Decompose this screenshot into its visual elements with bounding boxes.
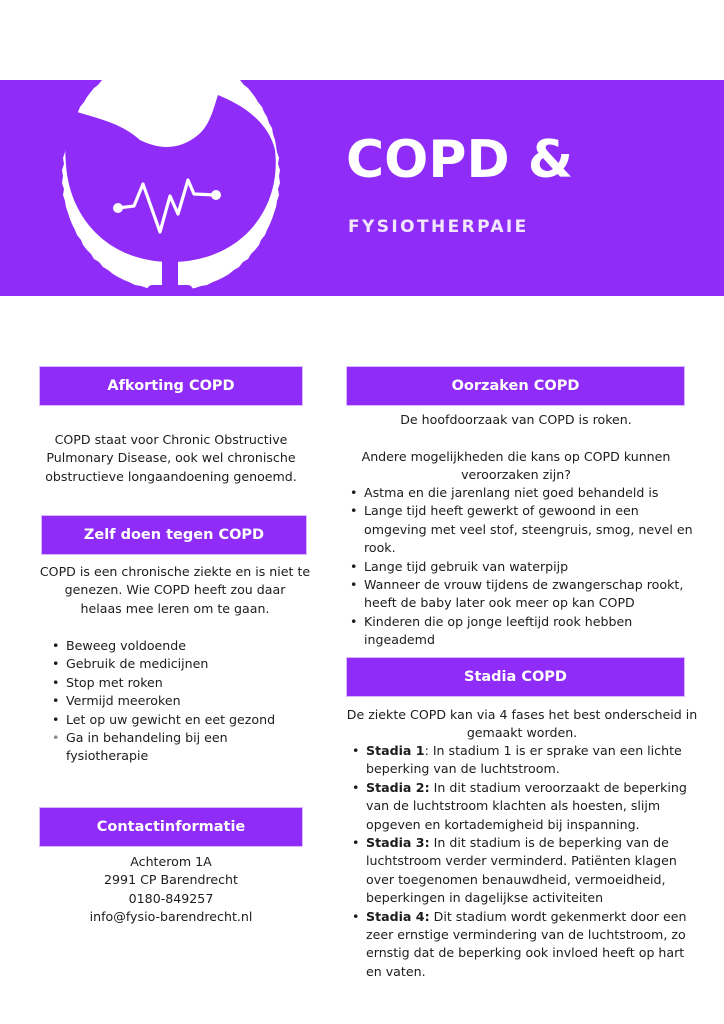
oorzaken-list xyxy=(344,484,694,650)
list-item: • Beweeg voldoende xyxy=(46,637,306,655)
list-item: • Stop met roken xyxy=(46,674,306,692)
oorzaken-main-cause: De hoofdoorzaak van COPD is roken. xyxy=(400,412,632,427)
list-item xyxy=(346,779,696,834)
section-heading-afkorting: Afkorting COPD xyxy=(40,367,302,405)
text-line: COPD is een chronische ziekte en is niet te xyxy=(39,564,311,579)
stadia-label: Stadia 2: xyxy=(366,779,430,795)
section-heading-stadia: Stadia COPD xyxy=(347,658,684,696)
text-line: COPD staat voor Chronic Obstructive xyxy=(54,432,288,447)
stadia-label: Stadia 1 xyxy=(366,743,425,758)
stadia-text: In dit stadium veroorzaakt de beperking van de luchtstroom klachten als hoesten, slijm opgeven en kortademigheid bij inspanning. xyxy=(366,779,687,832)
list-item: • Wanneer de vrouw tijdens de zwangerschap rookt, heeft de baby later ook meer op kan COPD xyxy=(344,576,694,613)
stadia-list xyxy=(346,742,696,981)
list-item: • Ga in behandeling bij een fysiotherapie xyxy=(46,729,306,766)
list-item xyxy=(346,834,696,908)
text-line: helaas mee leren om te gaan. xyxy=(80,600,270,616)
page-subtitle: FYSIOTHERPAIE xyxy=(348,217,529,237)
text-line: Pulmonary Disease, ook wel chronische xyxy=(46,450,296,466)
contact-info xyxy=(30,853,312,927)
contact-email[interactable]: info@fysio-barendrecht.nl xyxy=(89,909,253,925)
list-item: • Astma en die jarenlang niet goed behandeld is xyxy=(344,484,694,502)
stadia-text: In stadium 1 is er sprake van een lichte beperking van de luchtstroom. xyxy=(366,743,682,777)
zelf-doen-intro xyxy=(30,563,320,618)
text-line: genezen. Wie COPD heeft zou daar xyxy=(64,582,286,598)
contact-address: Achterom 1A xyxy=(130,854,212,869)
oorzaken-question: Andere mogelijkheden die kans op COPD kunnen veroorzaken zijn? xyxy=(361,449,671,483)
list-item: • Lange tijd gebruik van waterpijp xyxy=(344,558,694,576)
list-item: • Kinderen die op jonge leeftijd rook hebben ingeademd xyxy=(344,613,694,650)
zelf-doen-list xyxy=(46,637,306,766)
text-line: obstructieve longaandoening genoemd. xyxy=(45,468,297,484)
stadia-label: Stadia 3: xyxy=(366,835,430,851)
section-heading-zelf-doen: Zelf doen tegen COPD xyxy=(42,516,306,554)
list-item xyxy=(346,742,696,779)
list-item xyxy=(346,908,696,982)
stadia-text: Dit stadium wordt gekenmerkt door een zeer ernstige vermindering van de luchtstroom, zo ernstig dat de beperking ook invloed heeft op hart en vaten. xyxy=(366,908,687,979)
list-item: • Let op uw gewicht en eet gezond xyxy=(46,711,306,729)
stadia-label: Stadia 4: xyxy=(366,908,430,924)
stadia-intro: De ziekte COPD kan via 4 fases het best onderscheid in gemaakt worden. xyxy=(346,707,698,741)
separator: : xyxy=(424,743,433,758)
list-item: • Lange tijd heeft gewerkt of gewoond in een omgeving met veel stof, steengruis, smog, nevel en rook. xyxy=(344,502,694,557)
list-item: • Vermijd meeroken xyxy=(46,692,306,710)
list-item: • Gebruik de medicijnen xyxy=(46,655,306,673)
section-heading-contact: Contactinformatie xyxy=(40,808,302,846)
section-heading-oorzaken: Oorzaken COPD xyxy=(347,367,684,405)
contact-phone[interactable]: 0180-849257 xyxy=(128,890,214,906)
page-title: COPD & xyxy=(346,130,574,190)
stadia-text: In dit stadium is de beperking van de luchtstroom verder verminderd. Patiënten klagen over toegenomen benauwdheid, vermoeidheid, beperkingen in dagelijkse activiteiten xyxy=(366,835,677,906)
afkorting-text xyxy=(30,431,312,486)
contact-postal-city: 2991 CP Barendrecht xyxy=(104,872,238,888)
